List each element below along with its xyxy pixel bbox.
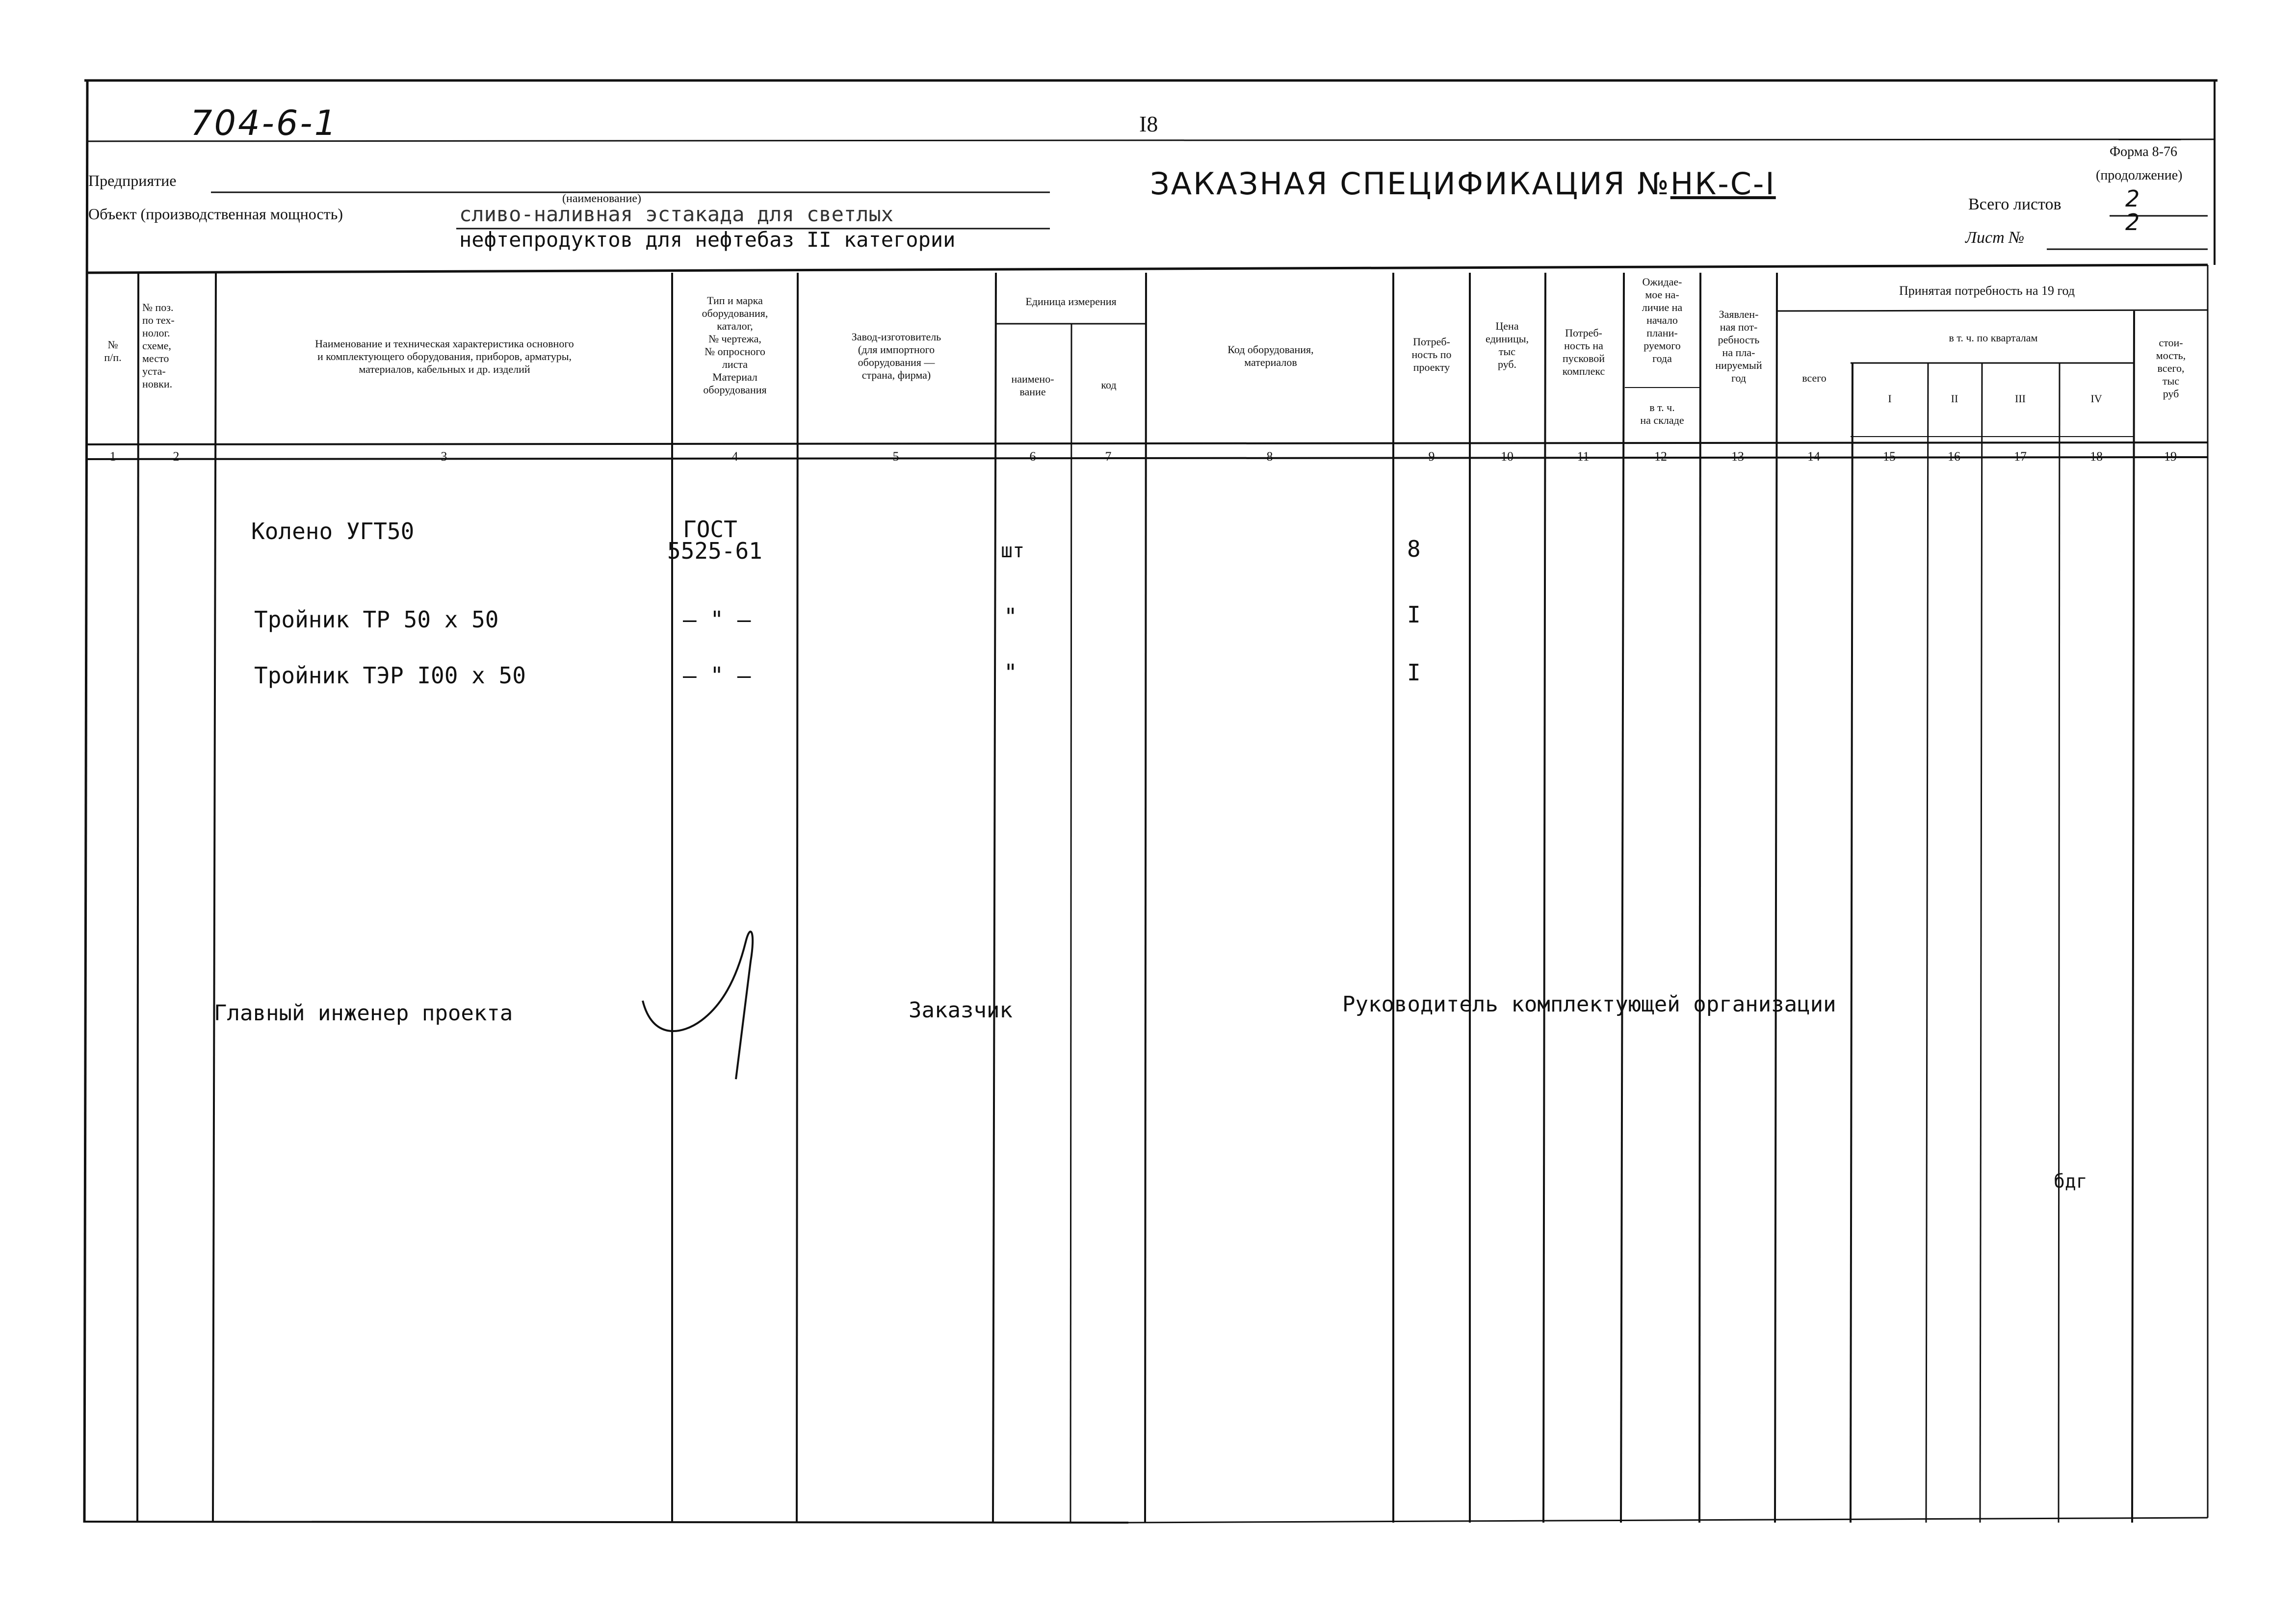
- column-number: 3: [441, 449, 447, 464]
- col-header-unit-name: наимено- вание: [1011, 373, 1054, 398]
- column-number: 2: [173, 449, 180, 464]
- col-header-q3: III: [2015, 392, 2026, 405]
- col-header-manufacturer: Завод-изготовитель (для импортного оборудования — страна, фирма): [851, 331, 941, 381]
- col-header-name: Наименование и техническая характеристика основного и комплектующего оборудования, приборов, арматуры, материалов, кабельных и др. изделий: [315, 337, 574, 375]
- column-number: 16: [1948, 449, 1960, 464]
- col-header-unit-code: код: [1101, 379, 1117, 391]
- col-header-need-startup: Потреб- ность на пусковой комплекс: [1562, 327, 1605, 377]
- col-header-unit-price: Цена единицы, тыс руб.: [1485, 320, 1529, 370]
- column-number: 11: [1577, 449, 1590, 464]
- object-line-2: нефтепродуктов для нефтебаз II категории: [459, 228, 956, 252]
- column-number: 6: [1029, 449, 1036, 464]
- row-unit: ": [1004, 603, 1018, 630]
- title-prefix: ЗАКАЗНАЯ СПЕЦИФИКАЦИЯ №: [1150, 166, 1670, 202]
- col-header-need-project: Потреб- ность по проекту: [1411, 336, 1452, 373]
- col-header-cost: стои- мость, всего, тыс руб: [2156, 337, 2186, 400]
- column-number: 9: [1428, 449, 1435, 464]
- col-header-units-group: Единица измерения: [1025, 295, 1117, 308]
- column-number: 19: [2164, 449, 2177, 464]
- title-number: НК-С-I: [1670, 166, 1776, 202]
- row-type-line1: – " –: [683, 606, 751, 633]
- stamp-mark: бдг: [2054, 1170, 2087, 1192]
- col-header-q4: IV: [2090, 392, 2102, 405]
- col-header-quarters-group: в т. ч. по кварталам: [1949, 332, 2038, 344]
- col-header-item-code: Код оборудования, материалов: [1227, 343, 1314, 368]
- column-number: 17: [2014, 449, 2027, 464]
- column-number: 7: [1105, 449, 1112, 464]
- column-number: 18: [2090, 449, 2103, 464]
- signature-scribble: [643, 932, 753, 1079]
- column-number: 12: [1654, 449, 1667, 464]
- signature-customer: Заказчик: [909, 998, 1013, 1023]
- page-number: I8: [1139, 111, 1158, 136]
- col-header-pp: № п/п.: [104, 338, 122, 363]
- signature-chief-engineer: Главный инженер проекта: [214, 1001, 513, 1026]
- column-number: 4: [731, 449, 738, 464]
- col-header-accepted-group: Принятая потребность на 19 год: [1899, 284, 2075, 298]
- doc-code: 704-6-1: [190, 103, 339, 143]
- col-header-position: № поз. по тех- нолог. схеме, место уста- новки.: [142, 301, 175, 390]
- column-number: 14: [1807, 449, 1820, 464]
- sheets-total: 2: [2125, 185, 2140, 212]
- object-caption: (наименование): [562, 192, 642, 205]
- column-number: 1: [109, 449, 116, 464]
- col-header-q2: II: [1951, 392, 1958, 405]
- sheets-total-label: Всего листов: [1968, 195, 2061, 213]
- column-number: 8: [1266, 449, 1273, 464]
- row-name: Тройник ТР 50 х 50: [254, 606, 499, 633]
- row-type-line1: – " –: [683, 662, 751, 689]
- row-name: Тройник ТЭР I00 х 50: [254, 662, 526, 689]
- col-header-total: всего: [1802, 372, 1826, 384]
- row-unit: шт: [1001, 540, 1025, 562]
- col-header-q1: I: [1888, 392, 1892, 405]
- column-number: 13: [1731, 449, 1744, 464]
- column-number: 15: [1883, 449, 1896, 464]
- form-label: Форма 8-76: [2110, 144, 2177, 159]
- column-number: 5: [892, 449, 899, 464]
- signature-supplier-head: Руководитель комплектующей организации: [1342, 992, 1836, 1017]
- row-unit: ": [1004, 659, 1018, 686]
- object-line-1: сливо-наливная эстакада для светлых: [459, 202, 894, 226]
- col-header-expected: Ожидае- мое на- личие на начало плани- руемого года: [1642, 276, 1683, 364]
- row-type-line2: 5525-61: [667, 538, 762, 564]
- sheet-number-label: Лист №: [1965, 229, 2025, 247]
- column-number: 10: [1501, 449, 1513, 464]
- row-name: Колено УГТ50: [251, 518, 415, 544]
- row-qty: 8: [1407, 536, 1421, 562]
- form-continued: (продолжение): [2096, 168, 2183, 183]
- sheet-number: 2: [2125, 209, 2140, 235]
- col-header-requested: Заявлен- ная пот- ребность на пла- нируемый год: [1715, 308, 1762, 384]
- enterprise-label: Предприятие: [88, 172, 177, 189]
- row-qty: I: [1407, 659, 1421, 686]
- col-header-type: Тип и марка оборудования, каталог, № чертежа, № опросного листа Материал оборудования: [702, 294, 768, 396]
- row-type-line1: ГОСТ: [683, 516, 737, 543]
- row-qty: I: [1407, 601, 1421, 628]
- object-label: Объект (производственная мощность): [88, 205, 343, 223]
- col-header-in-stock: в т. ч. на складе: [1640, 401, 1684, 426]
